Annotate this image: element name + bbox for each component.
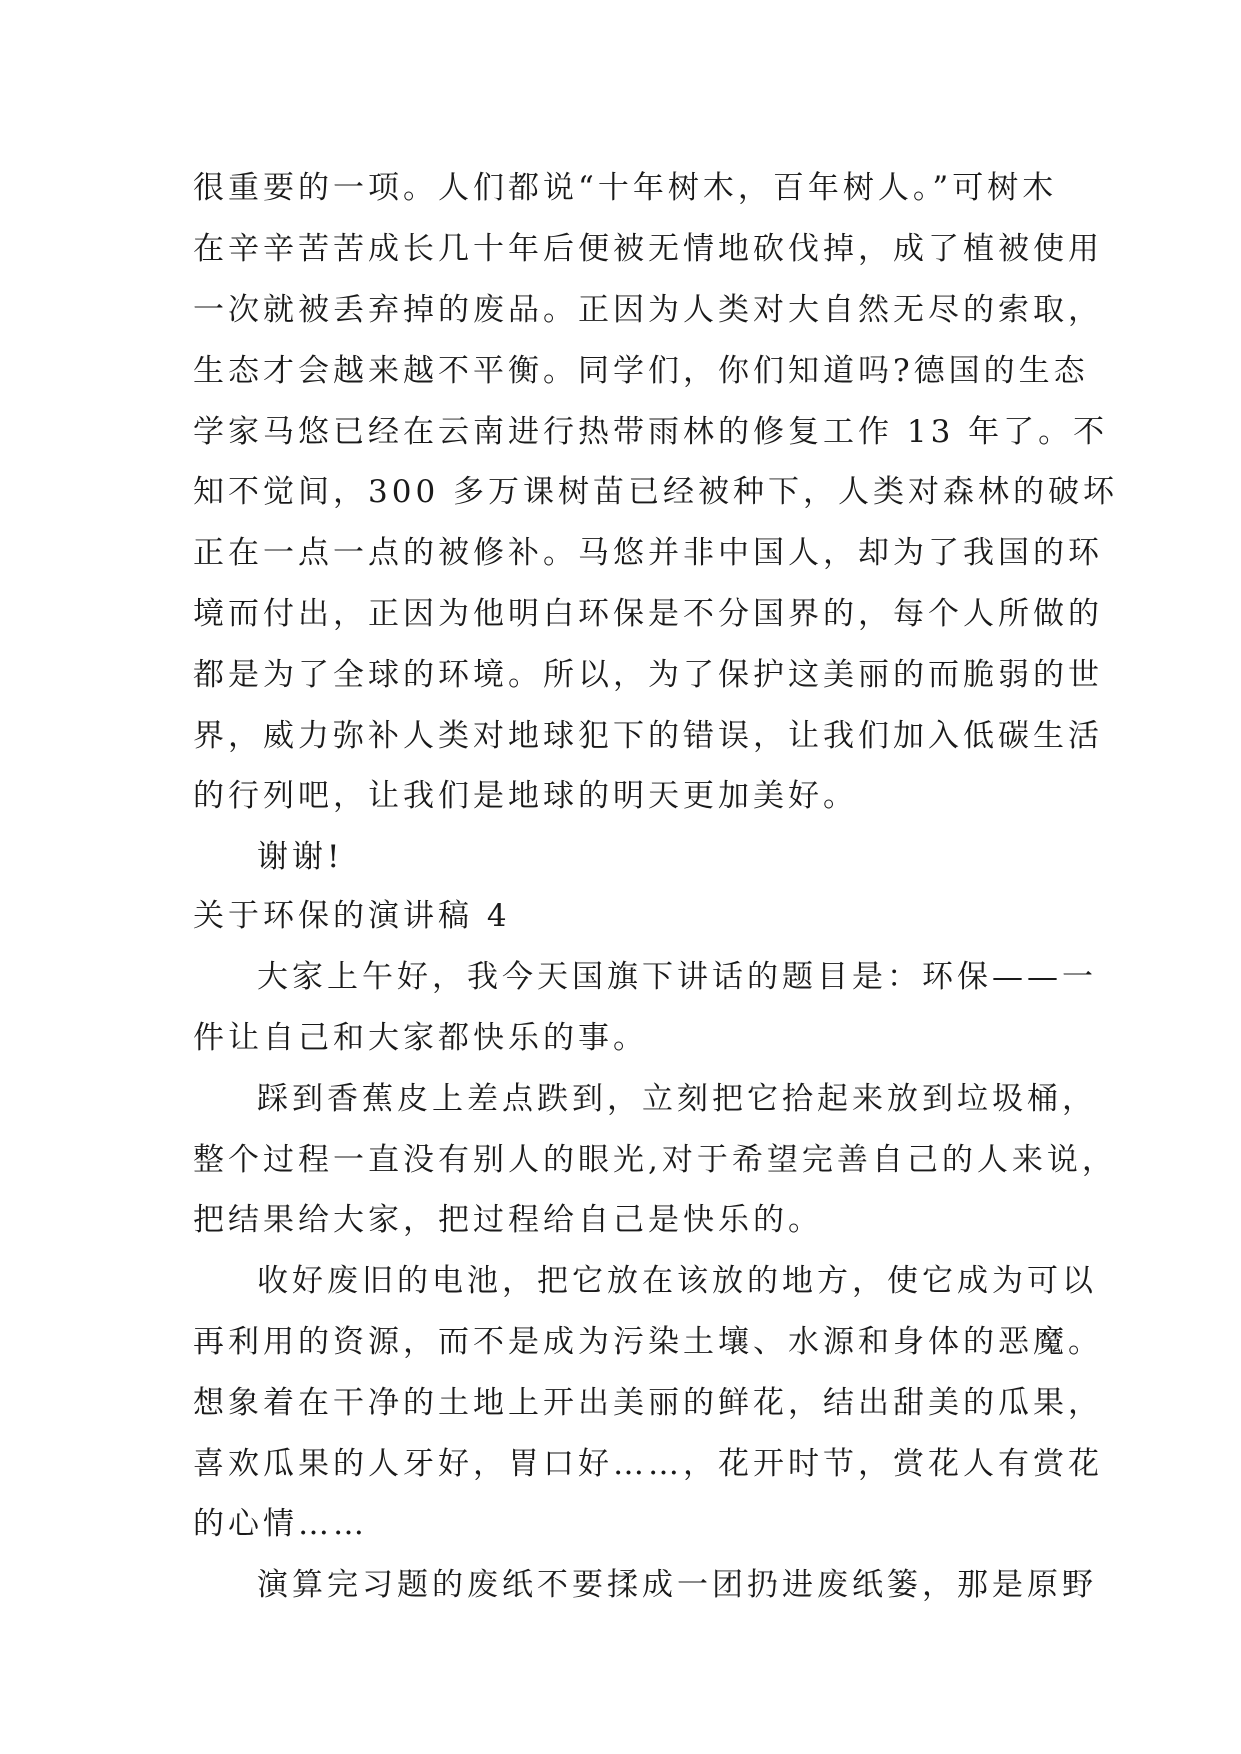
paragraph-line: 演算完习题的废纸不要揉成一团扔进废纸篓，那是原野: [257, 1567, 1097, 1603]
paragraph-line: 的心情……: [193, 1506, 368, 1542]
paragraph-line: 想象着在干净的土地上开出美丽的鲜花，结出甜美的瓜果，: [193, 1385, 1103, 1421]
paragraph-line: 很重要的一项。人们都说“十年树木，百年树人。”可树木: [193, 170, 1058, 206]
closing-line: 谢谢!: [257, 839, 344, 875]
paragraph-line: 整个过程一直没有别人的眼光,对于希望完善自己的人来说，: [193, 1142, 1117, 1178]
paragraph-line: 踩到香蕉皮上差点跌到，立刻把它拾起来放到垃圾桶，: [257, 1081, 1097, 1117]
paragraph-line: 把结果给大家，把过程给自己是快乐的。: [193, 1202, 823, 1238]
paragraph-line: 生态才会越来越不平衡。同学们，你们知道吗?德国的生态: [193, 353, 1089, 389]
paragraph-line: 境而付出，正因为他明白环保是不分国界的，每个人所做的: [193, 596, 1103, 632]
paragraph-line: 一次就被丢弃掉的废品。正因为人类对大自然无尽的索取，: [193, 292, 1103, 328]
paragraph-line: 在辛辛苦苦成长几十年后便被无情地砍伐掉，成了植被使用: [193, 231, 1103, 267]
paragraph-line: 大家上午好，我今天国旗下讲话的题目是：环保——一: [257, 959, 1097, 995]
paragraph-line: 收好废旧的电池，把它放在该放的地方，使它成为可以: [257, 1263, 1097, 1299]
paragraph-line: 再利用的资源，而不是成为污染土壤、水源和身体的恶魔。: [193, 1324, 1103, 1360]
paragraph-line: 都是为了全球的环境。所以，为了保护这美丽的而脆弱的世: [193, 657, 1103, 693]
paragraph-line: 学家马悠已经在云南进行热带雨林的修复工作 13 年了。不: [193, 414, 1109, 450]
paragraph-line: 件让自己和大家都快乐的事。: [193, 1020, 648, 1056]
paragraph-line: 正在一点一点的被修补。马悠并非中国人，却为了我国的环: [193, 535, 1103, 571]
paragraph-line: 界，威力弥补人类对地球犯下的错误，让我们加入低碳生活: [193, 718, 1103, 754]
paragraph-line: 知不觉间，300 多万课树苗已经被种下，人类对森林的破坏: [193, 474, 1119, 510]
paragraph-line: 喜欢瓜果的人牙好，胃口好……，花开时节，赏花人有赏花: [193, 1446, 1103, 1482]
paragraph-line: 的行列吧，让我们是地球的明天更加美好。: [193, 778, 858, 814]
section-heading: 关于环保的演讲稿 4: [193, 898, 511, 934]
